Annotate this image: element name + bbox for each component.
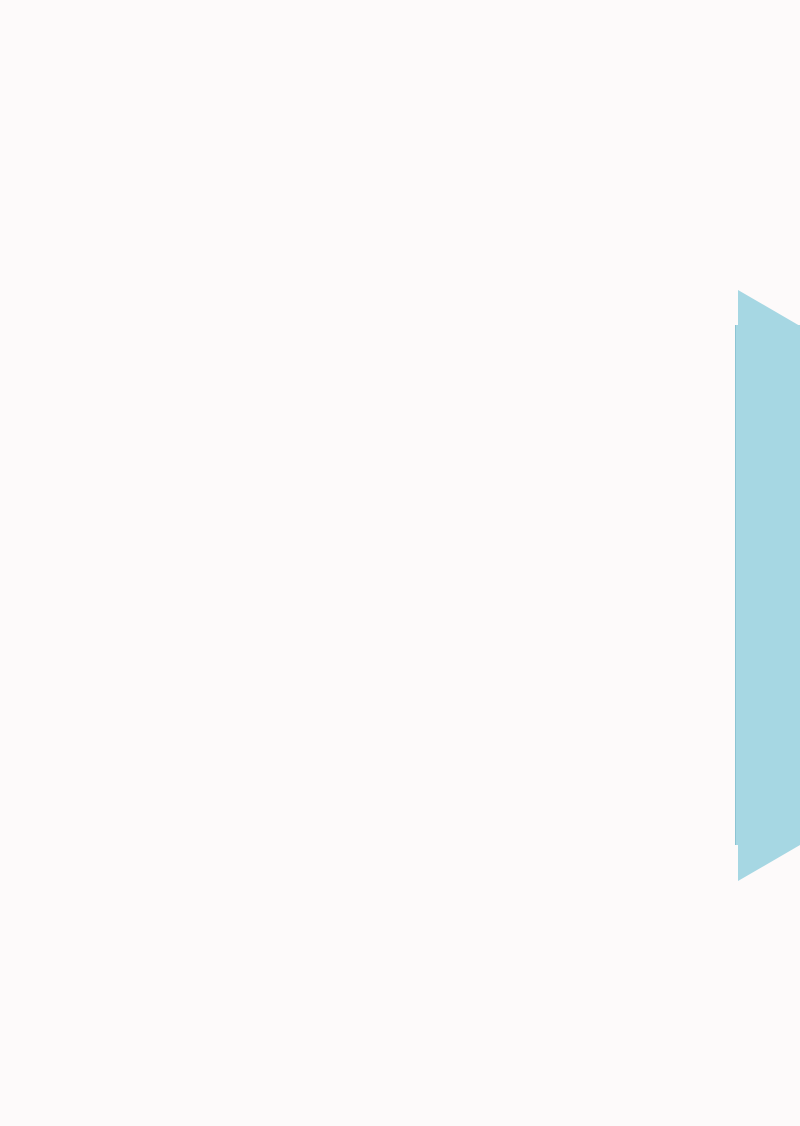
bottom-apple-border [0, 1040, 800, 1126]
top-apple-border [0, 0, 800, 72]
banner-top-tip [738, 290, 800, 326]
banner-bottom-tip [738, 845, 800, 881]
side-banner [735, 325, 800, 845]
page-body [66, 70, 738, 88]
